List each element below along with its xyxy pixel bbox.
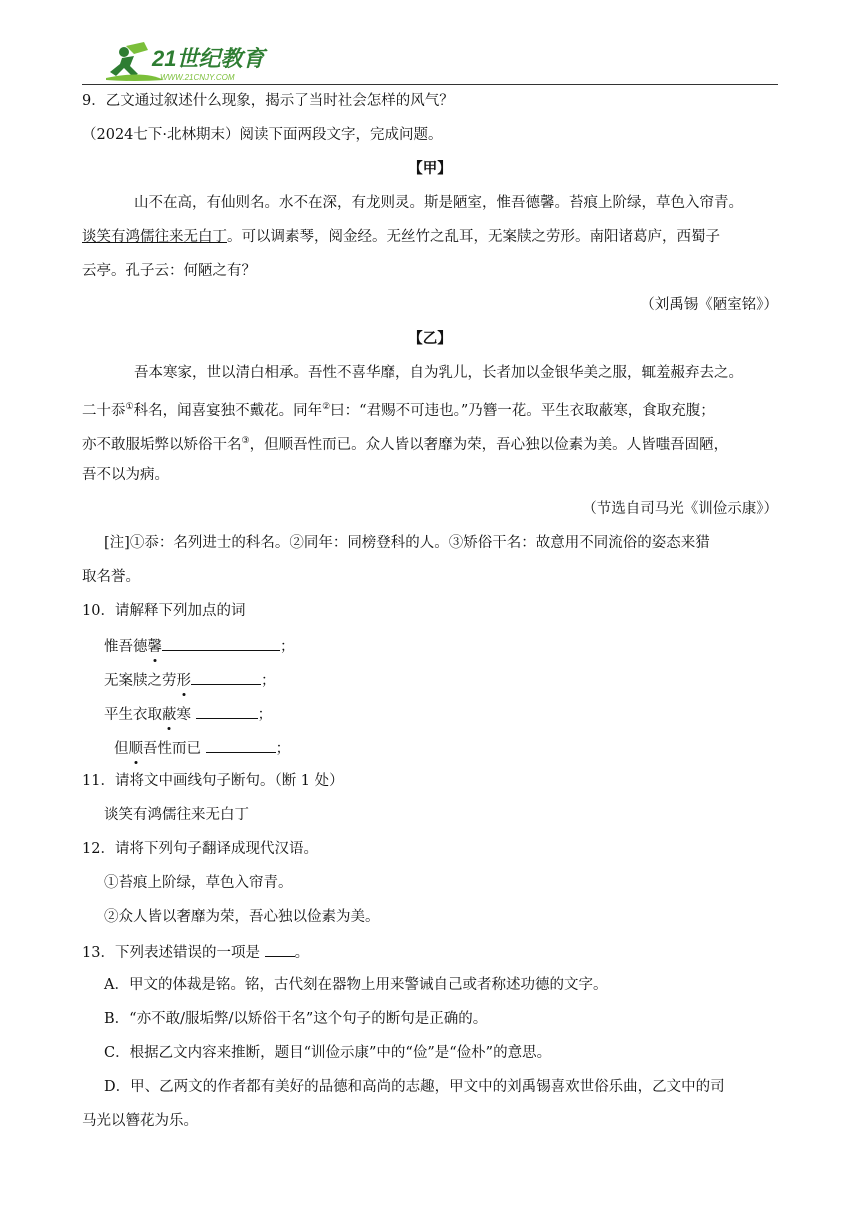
dotted-word: 蔽 <box>162 704 177 726</box>
annotation-note: [注]①忝：名列进士的科名。②同年：同榜登科的人。③矫俗干名：故意用不同流俗的姿态来猎 <box>104 535 710 551</box>
header-divider <box>82 84 778 85</box>
q11-sentence: 谈笑有鸿儒往来无白丁 <box>104 807 249 823</box>
site-logo <box>104 40 274 84</box>
question-12: 12．请将下列句子翻译成现代汉语。 <box>82 841 318 857</box>
question-10: 10．请解释下列加点的词 <box>82 603 246 619</box>
answer-blank[interactable] <box>265 940 295 957</box>
passage-yi-source: （节选自司马光《训俭示康》） <box>582 501 778 517</box>
passage-yi-heading: 【乙】 <box>408 330 452 347</box>
passage-yi-line: 二十忝①科名，闻喜宴独不戴花。同年②曰：“君赐不可违也。”乃簪一花。平生衣取蔽寒，食取充腹； <box>82 402 715 419</box>
annotation-note: 取名誉。 <box>82 569 140 585</box>
answer-blank[interactable] <box>162 634 280 651</box>
question-13: 13．下列表述错误的一项是 。 <box>82 940 309 964</box>
dotted-word: 形 <box>177 670 192 692</box>
underlined-sentence: 谈笑有鸿儒往来无白丁 <box>82 229 227 245</box>
option-a: A．甲文的体裁是铭。铭，古代刻在器物上用来警诫自己或者称述功德的文字。 <box>104 977 608 993</box>
q12-sentence: ①苔痕上阶绿，草色入帘青。 <box>104 875 293 891</box>
logo-text: 21世纪教育 <box>152 46 265 71</box>
passage-jia-heading: 【甲】 <box>408 160 452 177</box>
reading-intro: （2024七下·北林期末）阅读下面两段文字，完成问题。 <box>82 127 443 143</box>
passage-yi-line: 吾本寒家，世以清白相承。吾性不喜华靡，自为乳儿，长者加以金银华美之服，辄羞赧弃去之。 <box>134 365 743 381</box>
footnote-marker: ① <box>125 402 134 412</box>
q12-sentence: ②众人皆以奢靡为荣，吾心独以俭素为美。 <box>104 909 380 925</box>
runner-logo-icon <box>104 40 274 84</box>
passage-jia-line: 谈笑有鸿儒往来无白丁。可以调素琴，阅金经。无丝竹之乱耳，无案牍之劳形。南阳诸葛庐，西蜀子 <box>82 229 720 245</box>
passage-yi-line: 吾不以为病。 <box>82 467 169 483</box>
answer-blank[interactable] <box>206 736 276 753</box>
q10-item: 但顺吾性而已 ； <box>114 736 290 760</box>
dotted-word: 馨 <box>148 636 163 658</box>
answer-blank[interactable] <box>191 668 261 685</box>
passage-jia-source: （刘禹锡《陋室铭》） <box>640 297 778 313</box>
passage-jia-line: 云亭。孔子云：何陋之有？ <box>82 263 256 279</box>
footnote-marker: ③ <box>241 436 250 446</box>
logo-url: WWW.21CNJY.COM <box>160 73 235 82</box>
q10-item: 无案牍之劳形 ； <box>104 668 276 692</box>
option-b: B．“亦不敢/服垢弊/以矫俗干名”这个句子的断句是正确的。 <box>104 1011 488 1027</box>
q10-item: 惟吾德馨 ； <box>104 634 295 658</box>
question-11: 11．请将文中画线句子断句。（断 1 处） <box>82 773 344 789</box>
option-d: D．甲、乙两文的作者都有美好的品德和高尚的志趣，甲文中的刘禹锡喜欢世俗乐曲，乙文中的司 <box>104 1079 725 1095</box>
option-c: C．根据乙文内容来推断，题目“训俭示康”中的“俭”是“俭朴”的意思。 <box>104 1045 552 1061</box>
option-d-cont: 马光以簪花为乐。 <box>82 1113 198 1129</box>
passage-yi-line: 亦不敢服垢弊以矫俗干名③，但顺吾性而已。众人皆以奢靡为荣，吾心独以俭素为美。人皆嗤吾固陋， <box>82 436 729 453</box>
footnote-marker: ② <box>322 402 331 412</box>
dotted-word: 顺 <box>129 738 144 760</box>
question-9: 9．乙文通过叙述什么现象，揭示了当时社会怎样的风气？ <box>82 93 454 109</box>
passage-jia-line: 山不在高，有仙则名。水不在深，有龙则灵。斯是陋室，惟吾德馨。苔痕上阶绿，草色入帘青。 <box>134 195 743 211</box>
q10-item: 平生衣取蔽寒 ； <box>104 702 272 726</box>
answer-blank[interactable] <box>196 702 258 719</box>
